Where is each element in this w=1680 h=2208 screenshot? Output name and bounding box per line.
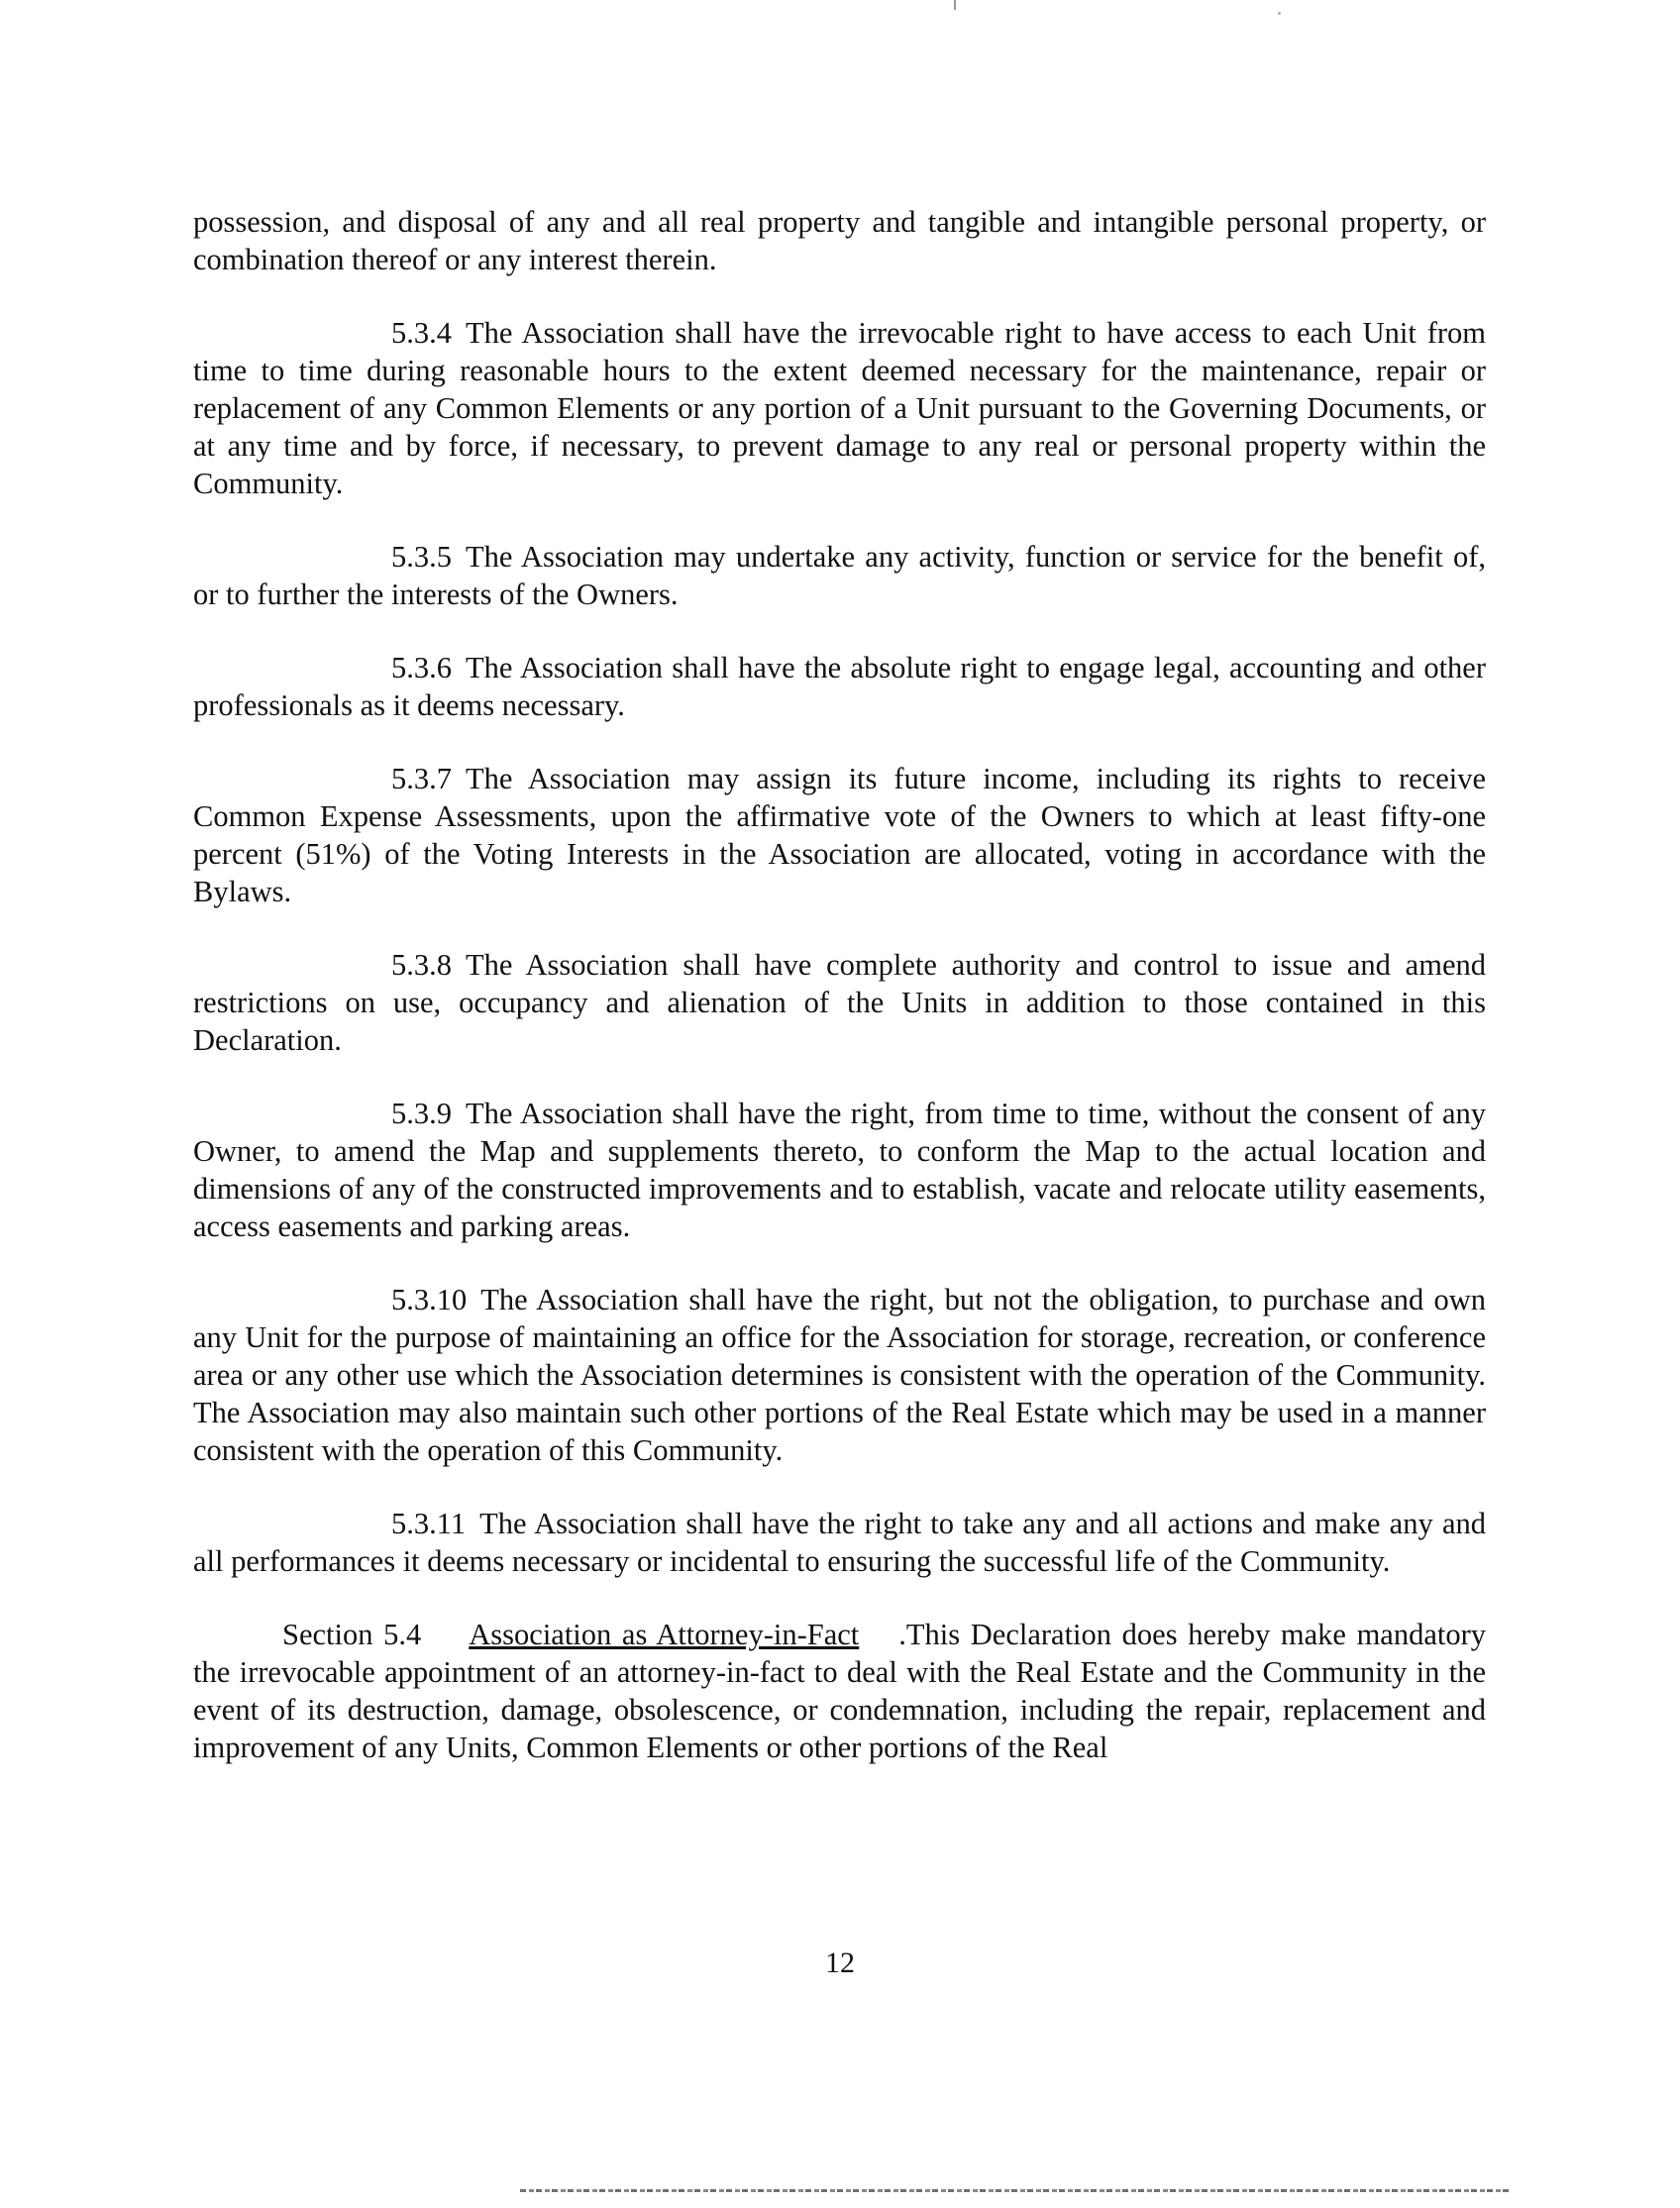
paragraph-5-3-8 — [193, 946, 1486, 1059]
clause-text: The Association shall have the right, from time to time, without the consent of any Owner, to amend the Map and supplements thereto, to conform the Map to the actual location and dimensions of any of the constructed improvements and to establish, vacate and relocate utility easements, access easements and parking areas. — [193, 1097, 1486, 1243]
clause-number: 5.3.6 — [391, 651, 452, 684]
paragraph-5-3-4 — [193, 314, 1486, 502]
paragraph-5-3-10 — [193, 1281, 1486, 1469]
section-label: Section 5.4 — [282, 1618, 422, 1651]
clause-number: 5.3.4 — [391, 316, 452, 350]
clause-number: 5.3.11 — [391, 1507, 467, 1540]
clause-number: 5.3.7 — [391, 762, 452, 795]
scan-mark — [954, 0, 956, 10]
section-title: Association as Attorney-in-Fact — [469, 1618, 860, 1651]
clause-number: 5.3.5 — [391, 540, 452, 574]
clause-number: 5.3.9 — [391, 1097, 452, 1130]
paragraph-5-3-9 — [193, 1095, 1486, 1245]
section-5-4: Section 5.4 Association as Attorney-in-Fact .This Declaration does hereby make mandatory the irrevocable appointment of an attorney-in-fact to deal with the Real Estate and the Community in the event of its destruction, damage, obsolescence, or condemnation, including the repair, replacement and improvement of any Units, Common Elements or other portions of the Real — [193, 1618, 1487, 1764]
document-body — [193, 203, 1486, 1802]
paragraph-5-3-11 — [193, 1505, 1486, 1580]
clause-number: 5.3.10 — [391, 1283, 468, 1316]
scan-speck — [1278, 12, 1281, 15]
clause-number: 5.3.8 — [391, 948, 452, 982]
clause-text: The Association may assign its future income, including its rights to receive Common Expense Assessments, upon the affirmative vote of the Owners to which at least fifty-one percent (51%) of the Voting Interests in the Association are allocated, voting in accordance with the Bylaws. — [193, 762, 1486, 908]
clause-text: The Association shall have the irrevocable right to have access to each Unit from time to time during reasonable hours to the extent deemed necessary for the maintenance, repair or replacement of any Common Elements or any portion of a Unit pursuant to the Governing Documents, or at any time and by force, if necessary, to prevent damage to any real or personal property within the Community. — [193, 316, 1486, 500]
paragraph-5-3-6 — [193, 649, 1486, 724]
clause-text: The Association shall have the absolute right to engage legal, accounting and other professionals as it deems necessary. — [193, 651, 1486, 722]
clause-text: The Association shall have the right to take any and all actions and make any and all performances it deems necessary or incidental to ensuring the successful life of the Community. — [193, 1507, 1486, 1578]
paragraph-5-3-5 — [193, 538, 1486, 613]
page-number: 12 — [825, 1946, 855, 1979]
section-text: This Declaration does hereby make mandatory the irrevocable appointment of an attorney-in-fact to deal with the Real Estate and the Community in the event of its destruction, damage, obsolescence, or condemnation, including the repair, replacement and improvement of any Units, Common Elements or other portions of the Real — [193, 1618, 1487, 1764]
clause-text: The Association shall have the right, but not the obligation, to purchase and own any Unit for the purpose of maintaining an office for the Association for storage, recreation, or conference area or any other use which the Association determines is consistent with the operation of the Community. The Association may also maintain such other portions of the Real Estate which may be used in a manner consistent with the operation of this Community. — [193, 1283, 1486, 1467]
paragraph-5-3-7 — [193, 760, 1486, 910]
clause-text: The Association shall have complete authority and control to issue and amend restrictions on use, occupancy and alienation of the Units in addition to those contained in this Declaration. — [193, 948, 1486, 1057]
paragraph-continuation: possession, and disposal of any and all real property and tangible and intangible personal property, or combination thereof or any interest therein. — [193, 205, 1486, 276]
scan-artifact-line — [520, 2189, 1511, 2192]
clause-text: The Association may undertake any activity, function or service for the benefit of, or to further the interests of the Owners. — [193, 540, 1486, 611]
